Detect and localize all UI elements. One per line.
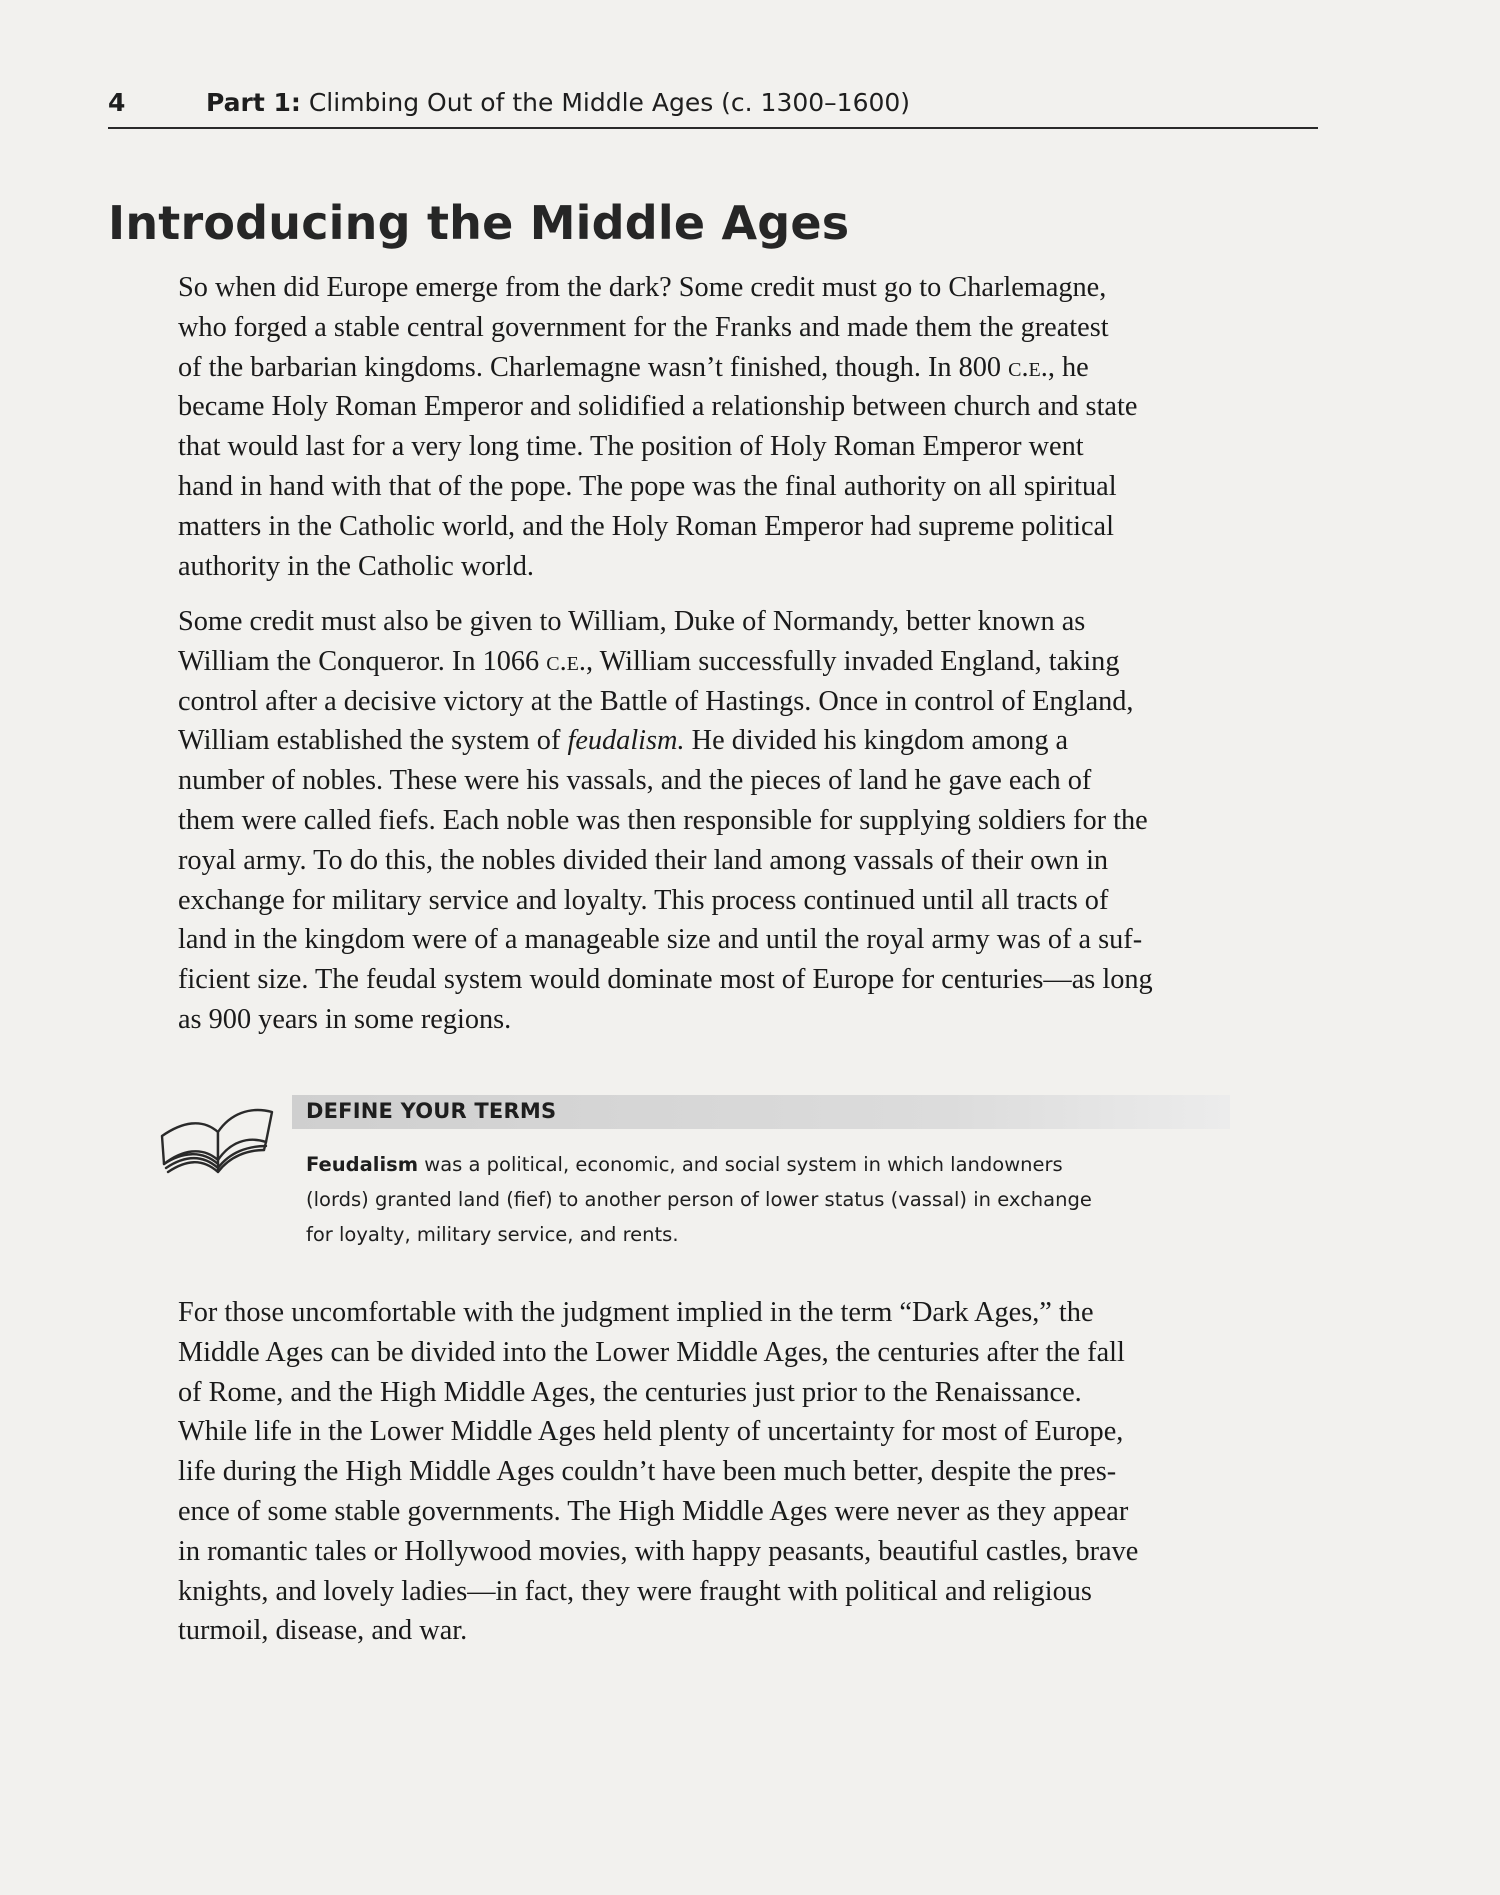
text-line: became Holy Roman Emperor and solidified a relationship between church and state — [178, 391, 1138, 423]
text-line: While life in the Lower Middle Ages held plenty of uncertainty for most of Europe, — [178, 1416, 1124, 1448]
text-line: royal army. To do this, the nobles divided their land among vassals of their own in — [178, 844, 1109, 876]
text-line: (lords) granted land (fief) to another person of lower status (vassal) in exchange — [306, 1188, 1092, 1211]
text-line: hand in hand with that of the pope. The pope was the final authority on all spiritual — [178, 470, 1117, 502]
text-run: , William successfully invaded England, taking — [585, 645, 1120, 677]
sidebar-heading: DEFINE YOUR TERMS — [306, 1099, 557, 1123]
text-line: For those uncomfortable with the judgment implied in the term “Dark Ages,” the — [178, 1297, 1094, 1328]
text-line — [178, 348, 1328, 388]
text-line: ence of some stable governments. The High Middle Ages were never as they appear — [178, 1495, 1129, 1527]
text-line — [178, 642, 1328, 682]
text-line — [306, 1147, 1226, 1182]
text-run: He divided his kingdom among a — [684, 725, 1069, 757]
define-terms-sidebar — [146, 1082, 1236, 1262]
text-line: Some credit must also be given to William, Duke of Normandy, better known as — [178, 606, 1086, 637]
definition-text — [306, 1147, 1226, 1252]
text-line: turmoil, disease, and war. — [178, 1615, 468, 1647]
text-line: authority in the Catholic world. — [178, 550, 535, 582]
paragraph-william — [178, 602, 1328, 1040]
text-run: , he — [1047, 351, 1089, 383]
text-line: exchange for military service and loyalty. This process continued until all tracts of — [178, 884, 1109, 916]
text-line: for loyalty, military service, and rents. — [306, 1223, 679, 1246]
running-head — [108, 88, 1318, 124]
text-run: William the Conqueror. In 1066 — [178, 645, 547, 677]
text-line: So when did Europe emerge from the dark? Some credit must go to Charlemagne, — [178, 272, 1107, 303]
text-line: them were called fiefs. Each noble was then responsible for supplying soldiers for the — [178, 804, 1148, 836]
open-book-icon — [156, 1102, 280, 1186]
text-line: land in the kingdom were of a manageable size and until the royal army was of a suf- — [178, 924, 1143, 956]
text-line: as 900 years in some regions. — [178, 1003, 512, 1035]
text-line: knights, and lovely ladies—in fact, they were fraught with political and religious — [178, 1575, 1092, 1607]
text-line: who forged a stable central government for the Franks and made them the greatest — [178, 311, 1109, 343]
part-title: Climbing Out of the Middle Ages (c. 1300–1600) — [300, 88, 911, 117]
paragraph-high-middle-ages — [178, 1293, 1328, 1651]
era-abbreviation: c.e. — [546, 645, 586, 677]
text-line: Middle Ages can be divided into the Lower Middle Ages, the centuries after the fall — [178, 1336, 1125, 1368]
text-line: that would last for a very long time. The position of Holy Roman Emperor went — [178, 431, 1084, 463]
text-line: control after a decisive victory at the Battle of Hastings. Once in control of England, — [178, 685, 1134, 717]
header-rule — [108, 127, 1318, 129]
text-line: matters in the Catholic world, and the Holy Roman Emperor had supreme political — [178, 510, 1114, 542]
text-line: number of nobles. These were his vassals, and the pieces of land he gave each of — [178, 765, 1092, 797]
text-run: William established the system of — [178, 725, 568, 757]
era-abbreviation: c.e. — [1008, 351, 1048, 383]
text-line: in romantic tales or Hollywood movies, with happy peasants, beautiful castles, brave — [178, 1535, 1139, 1567]
defined-term: Feudalism — [306, 1153, 419, 1176]
term-feudalism: feudalism. — [567, 725, 685, 757]
text-line — [178, 721, 1328, 761]
text-run: of the barbarian kingdoms. Charlemagne wasn’t finished, though. In 800 — [178, 351, 1009, 383]
text-run: was a political, economic, and social system in which landowners — [418, 1153, 1063, 1176]
part-label: Part 1: — [206, 88, 301, 117]
text-line: of Rome, and the High Middle Ages, the centuries just prior to the Renaissance. — [178, 1376, 1082, 1408]
text-line: ficient size. The feudal system would dominate most of Europe for centuries—as long — [178, 964, 1153, 996]
paragraph-charlemagne — [178, 268, 1328, 586]
page-number: 4 — [108, 88, 126, 117]
text-line: life during the High Middle Ages couldn’t have been much better, despite the pres- — [178, 1456, 1117, 1488]
section-title: Introducing the Middle Ages — [108, 196, 850, 250]
